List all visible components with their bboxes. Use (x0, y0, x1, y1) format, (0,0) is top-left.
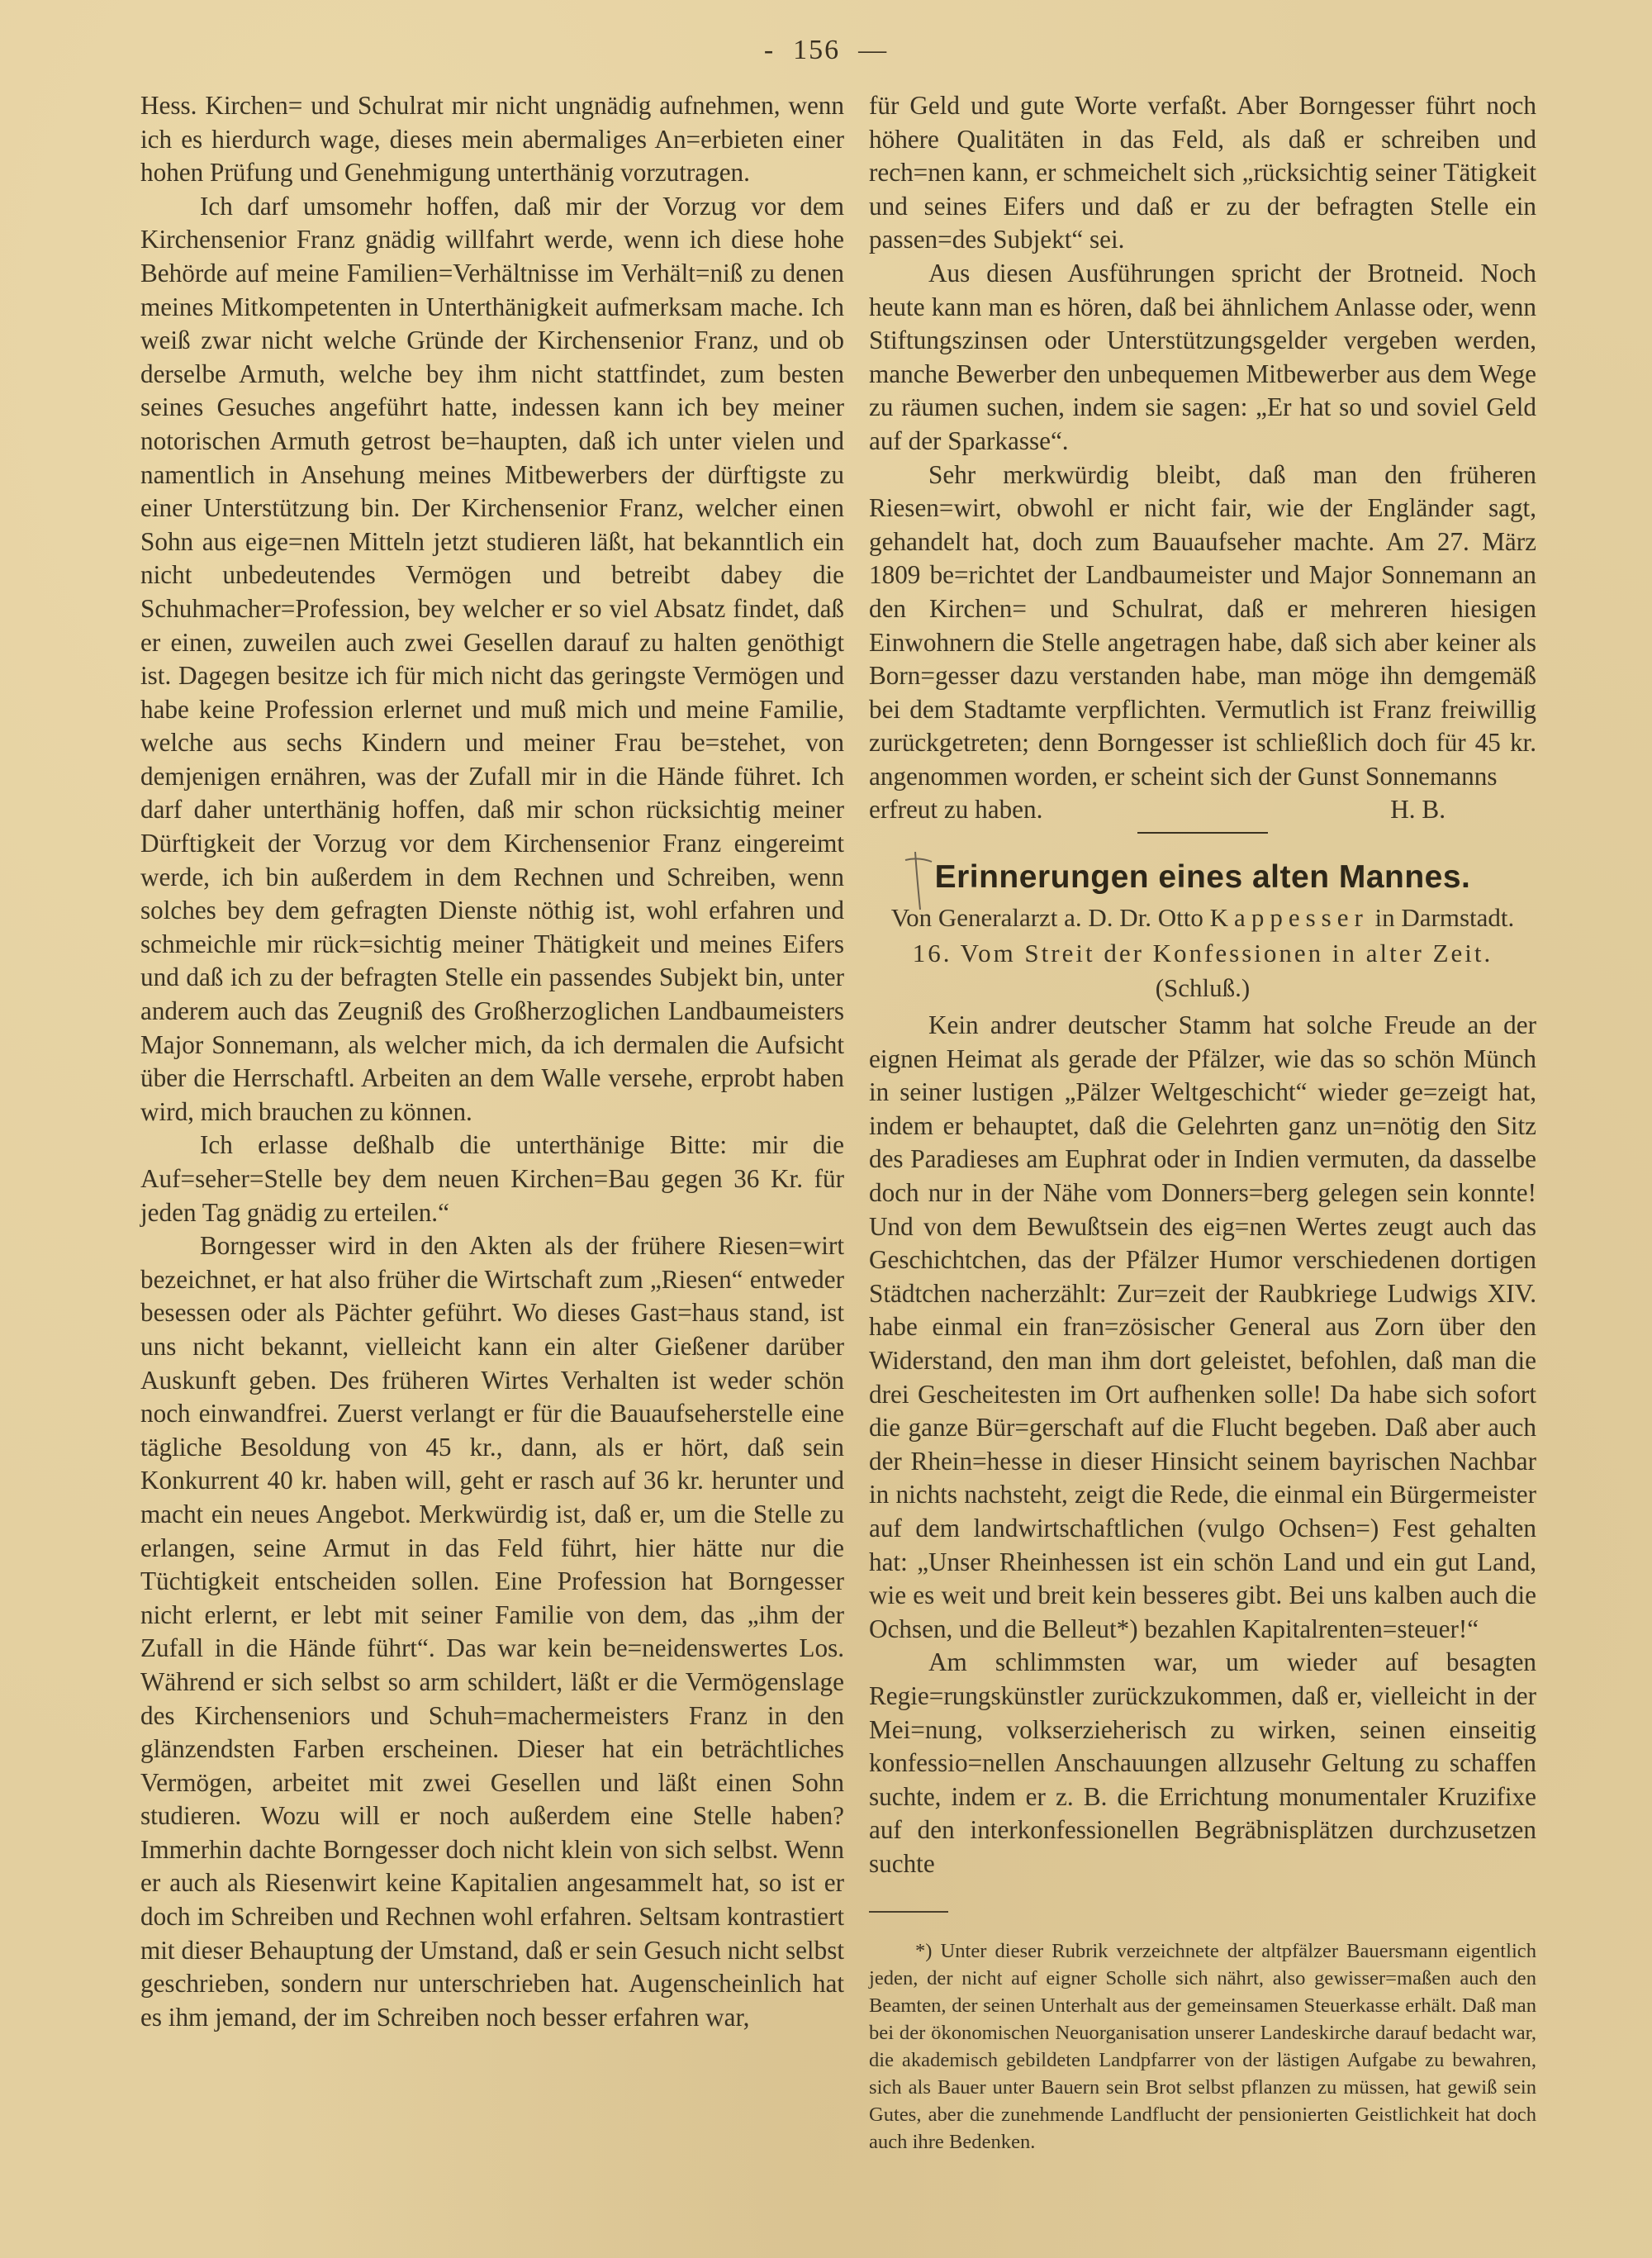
pencil-cross-mark-icon (902, 852, 935, 910)
byline-author-name: Kappesser (1209, 903, 1369, 933)
closing-text: erfreut zu haben. (869, 795, 1043, 825)
footnote-rule (869, 1911, 948, 1913)
paragraph: Ich erlasse deßhalb die unterthänige Bitte: mir die Auf=seher=Stelle bey dem neuen Kirchen=Bau gegen 36 Kr. für jeden Tag gnädig zu erteilen.“ (140, 1130, 844, 1227)
header-dash-right: — (858, 35, 889, 65)
paragraph: Ich darf umsomehr hoffen, daß mir der Vorzug vor dem Kirchensenior Franz gnädig willfahrt werde, wenn ich diese hohe Behörde auf meine Familien=Verhältnisse im Verhält=niß zu denen meines Mitkompetenten in Unterthänigkeit aufmerksam mache. Ich weiß zwar nicht welche Gründe der Kirchensenior Franz, und ob derselbe Armuth, welche bey ihm nicht stattfindet, zum besten seines Gesuches angeführt hatte, indessen kann ich bey meiner notorischen Armuth getrost be=haupten, daß ich unter vielen und namentlich in Ansehung meines Mitbewerbers der dürftigste zu einer Unterstützung bin. Der Kirchensenior Franz, welcher einen Sohn aus eige=nen Mitteln jetzt studieren läßt, hat bekanntlich ein nicht unbedeutendes Vermögen und betreibt dabey die Schuhmacher=Profession, bey welcher er so viel Absatz findet, daß er einen, zuweilen auch zwei Gesellen darauf zu halten genöthigt ist. Dagegen besitze ich für mich nicht das geringste Vermögen und habe keine Profession erlernet und muß mich und meine Familie, welche aus sechs Kindern und meiner Frau be=stehet, von demjenigen ernähren, was der Zufall mir in die Hände führet. Ich darf daher unterthänig hoffen, daß mir schon rücksichtig meiner Dürftigkeit der Vorzug vor dem Kirchensenior Franz eingereimt werde, ich bin außerdem in dem Rechnen und Schreiben, wenn solches bey dem gefragten Dienste nöthig ist, wohl erfahren und schmeichle mir rück=sichtig meiner Thätigkeit und meines Eifers und daß ich zu der befragten Stelle ein passendes Subjekt bin, unter anderem auch das Zeugniß des Großherzoglichen Landbaumeisters Major Sonnemann, als welcher mich, da ich dermalen die Aufsicht über die Herrschaftl. Arbeiten an dem Walle versehe, erprobt haben wird, mich brauchen zu können. (140, 191, 844, 1126)
author-signature: H. B. (1390, 795, 1446, 825)
byline-prefix: Von Generalarzt a. D. Dr. Otto (890, 903, 1203, 933)
footnote-text: *) Unter dieser Rubrik verzeichnete der altpfälzer Bauersmann eigentlich jeden, der nicht auf eigner Scholle sich nährt, also gewisser=maßen auch den Beamten, der seinen Unterhalt aus der gemeinsamen Steuerkasse erhält. Daß man bei der ökonomischen Neuorganisation unserer Landeskirche darauf bedacht war, die akademisch gebildeten Landpfarrer von der lästigen Aufgabe zu bewahren, sich als Bauer unter Bauern sein Brot selbst pflanzen zu müssen, hat gewiß sein Gutes, aber die zunehmende Landflucht der pensionierten Geistlichkeit hat doch auch ihre Bedenken. (869, 1939, 1536, 2153)
paragraph: für Geld und gute Worte verfaßt. Aber Borngesser führt noch höhere Qualitäten in das Feld, als daß er schreiben und rech=nen kann, er schmeichelt sich „rücksichtig seiner Tätigkeit und seines Eifers und daß er zu der befragten Stelle ein passen=des Subjekt“ sei. (869, 91, 1536, 254)
article-title (869, 855, 1536, 900)
right-column (869, 89, 1536, 2156)
paragraph: Sehr merkwürdig bleibt, daß man den früheren Riesen=wirt, obwohl er nicht fair, wie der Engländer sagt, gehandelt hat, doch zum Bauaufseher machte. Am 27. März 1809 be=richtet der Landbaumeister und Major Sonnemann an den Kirchen= und Schulrat, daß er mehreren hiesigen Einwohnern die Stelle angetragen habe, daß sich aber keiner als Born=gesser dazu verstanden habe, man möge ihn demgemäß bei dem Stadtamte verpflichten. Vermutlich ist Franz freiwillig zurückgetreten; denn Borngesser ist schließlich doch für 45 kr. angenommen worden, er scheint sich der Gunst Sonnemanns (869, 459, 1536, 791)
paragraph: Borngesser wird in den Akten als der frühere Riesen=wirt bezeichnet, er hat also früher die Wirtschaft zum „Riesen“ entweder besessen oder als Pächter geführt. Wo dieses Gast=haus stand, ist uns nicht bekannt, vielleicht kann ein alter Gießener darüber Auskunft geben. Des früheren Wirtes Verhalten ist weder schön noch einwandfrei. Zuerst verlangt er für die Bauaufseherstelle eine tägliche Besoldung von 45 kr., dann, als er hört, daß sein Konkurrent 40 kr. haben will, geht er rasch auf 36 kr. herunter und macht ein neues Angebot. Merkwürdig ist, daß er, um die Stelle zu erlangen, seine Armut in das Feld führt, hier hätte nur die Tüchtigkeit entscheiden sollen. Eine Profession hat Borngesser nicht erlernt, er lebt mit seiner Familie von dem, das „ihm der Zufall in die Hände führt“. Das war kein be=neidenswertes Los. Während er sich selbst so arm schildert, läßt er die Vermögenslage des Kirchenseniors und Schuh=machermeisters Franz in den glänzendsten Farben erscheinen. Dieser hat ein beträchtliches Vermögen, arbeitet mit zwei Gesellen und läßt einen Sohn studieren. Wozu will er noch außerdem eine Stelle haben? Immerhin dachte Borngesser doch nicht klein von sich selbst. Wenn er auch als Riesenwirt keine Kapitalien angesammelt hat, so ist er doch im Schreiben und Rechnen wohl erfahren. Seltsam kontrastiert mit dieser Behauptung der Umstand, daß er sein Gesuch nicht selbst geschrieben, sondern nur unterschrieben hat. Augenscheinlich hat es ihm jemand, der im Schreiben noch besser erfahren war, (140, 1231, 844, 2032)
paragraph: Am schlimmsten war, um wieder auf besagten Regie=rungskünstler zurückzukommen, daß er, vielleicht in der Mei=nung, volkserzieherisch zu wirken, seinen einseitig konfessio=nellen Anschauungen allzusehr Geltung zu schaffen suchte, indem er z. B. die Errichtung monumentaler Kruzifixe auf den interkonfessionellen Begräbnisplätzen durchzusetzen suchte (869, 1647, 1536, 1878)
article-title-text: Erinnerungen eines alten Mannes. (934, 859, 1471, 896)
header-dash-left: - (763, 35, 776, 65)
page-number-header (0, 35, 1652, 66)
paragraph: Kein andrer deutscher Stamm hat solche Freude an der eignen Heimat als gerade der Pfälzer, wie das so schön Münch in seiner lustigen „Pälzer Weltgeschicht“ wieder ge=zeigt hat, indem er behauptet, daß die Gelehrten ganz un=nötig den Sitz des Paradieses am Euphrat oder in Indien vermuten, da dasselbe doch nur in der Nähe vom Donners=berg gelegen sein konnte! Und von dem Bewußtsein des eig=nen Wertes zeugt auch das Geschichtchen, das der Pfälzer Humor verschiedenen dortigen Städtchen nacherzählt: Zur=zeit der Raubkriege Ludwigs XIV. habe einmal ein fran=zösischer General aus Zorn über den Widerstand, den man ihm dort geleistet, befohlen, daß man die drei Gescheitesten im Ort aufhenken solle! Da habe sich sofort die ganze Bür=gerschaft auf die Flucht begeben. Daß aber auch der Rhein=hesse in dieser Hinsicht seinem bayrischen Nachbar in nichts nachsteht, zeigt die Rede, die einmal ein Bürgermeister auf dem landwirtschaftlichen (vulgo Ochsen=) Fest gehalten hat: „Unser Rheinhessen ist ein schön Land und ein gut Land, wie es weit und breit kein besseres gibt. Bei uns kalben auch die Ochsen, und die Belleut*) bezahlen Kapitalrenten=steuer!“ (869, 1010, 1536, 1643)
byline-suffix: in Darmstadt. (1374, 903, 1515, 933)
article-subtitle: 16. Vom Streit der Konfessionen in alter Zeit. (912, 939, 1493, 968)
paragraph: Aus diesen Ausführungen spricht der Brotneid. Noch heute kann man es hören, daß bei ähnlichem Anlasse oder, wenn Stiftungszinsen oder Unterstützungsgelder vergeben werden, manche Bewerber den unbequemen Mitbewerber aus dem Wege zu räumen suchen, indem sie sagen: „Er hat so und soviel Geld auf der Sparkasse“. (869, 258, 1536, 455)
page-number: 156 (793, 35, 841, 65)
footnote (869, 1937, 1536, 2156)
paragraph: Hess. Kirchen= und Schulrat mir nicht ungnädig aufnehmen, wenn ich es hierdurch wage, dieses mein abermaliges An=erbieten einer hohen Prüfung und Genehmigung unterthänig vorzutragen. (140, 91, 844, 188)
article-separator-rule (1137, 832, 1268, 834)
article-closing-line (869, 793, 1536, 827)
article-subtitle-note: (Schluß.) (1155, 973, 1251, 1003)
article-byline (869, 900, 1536, 936)
left-column (140, 89, 844, 2034)
